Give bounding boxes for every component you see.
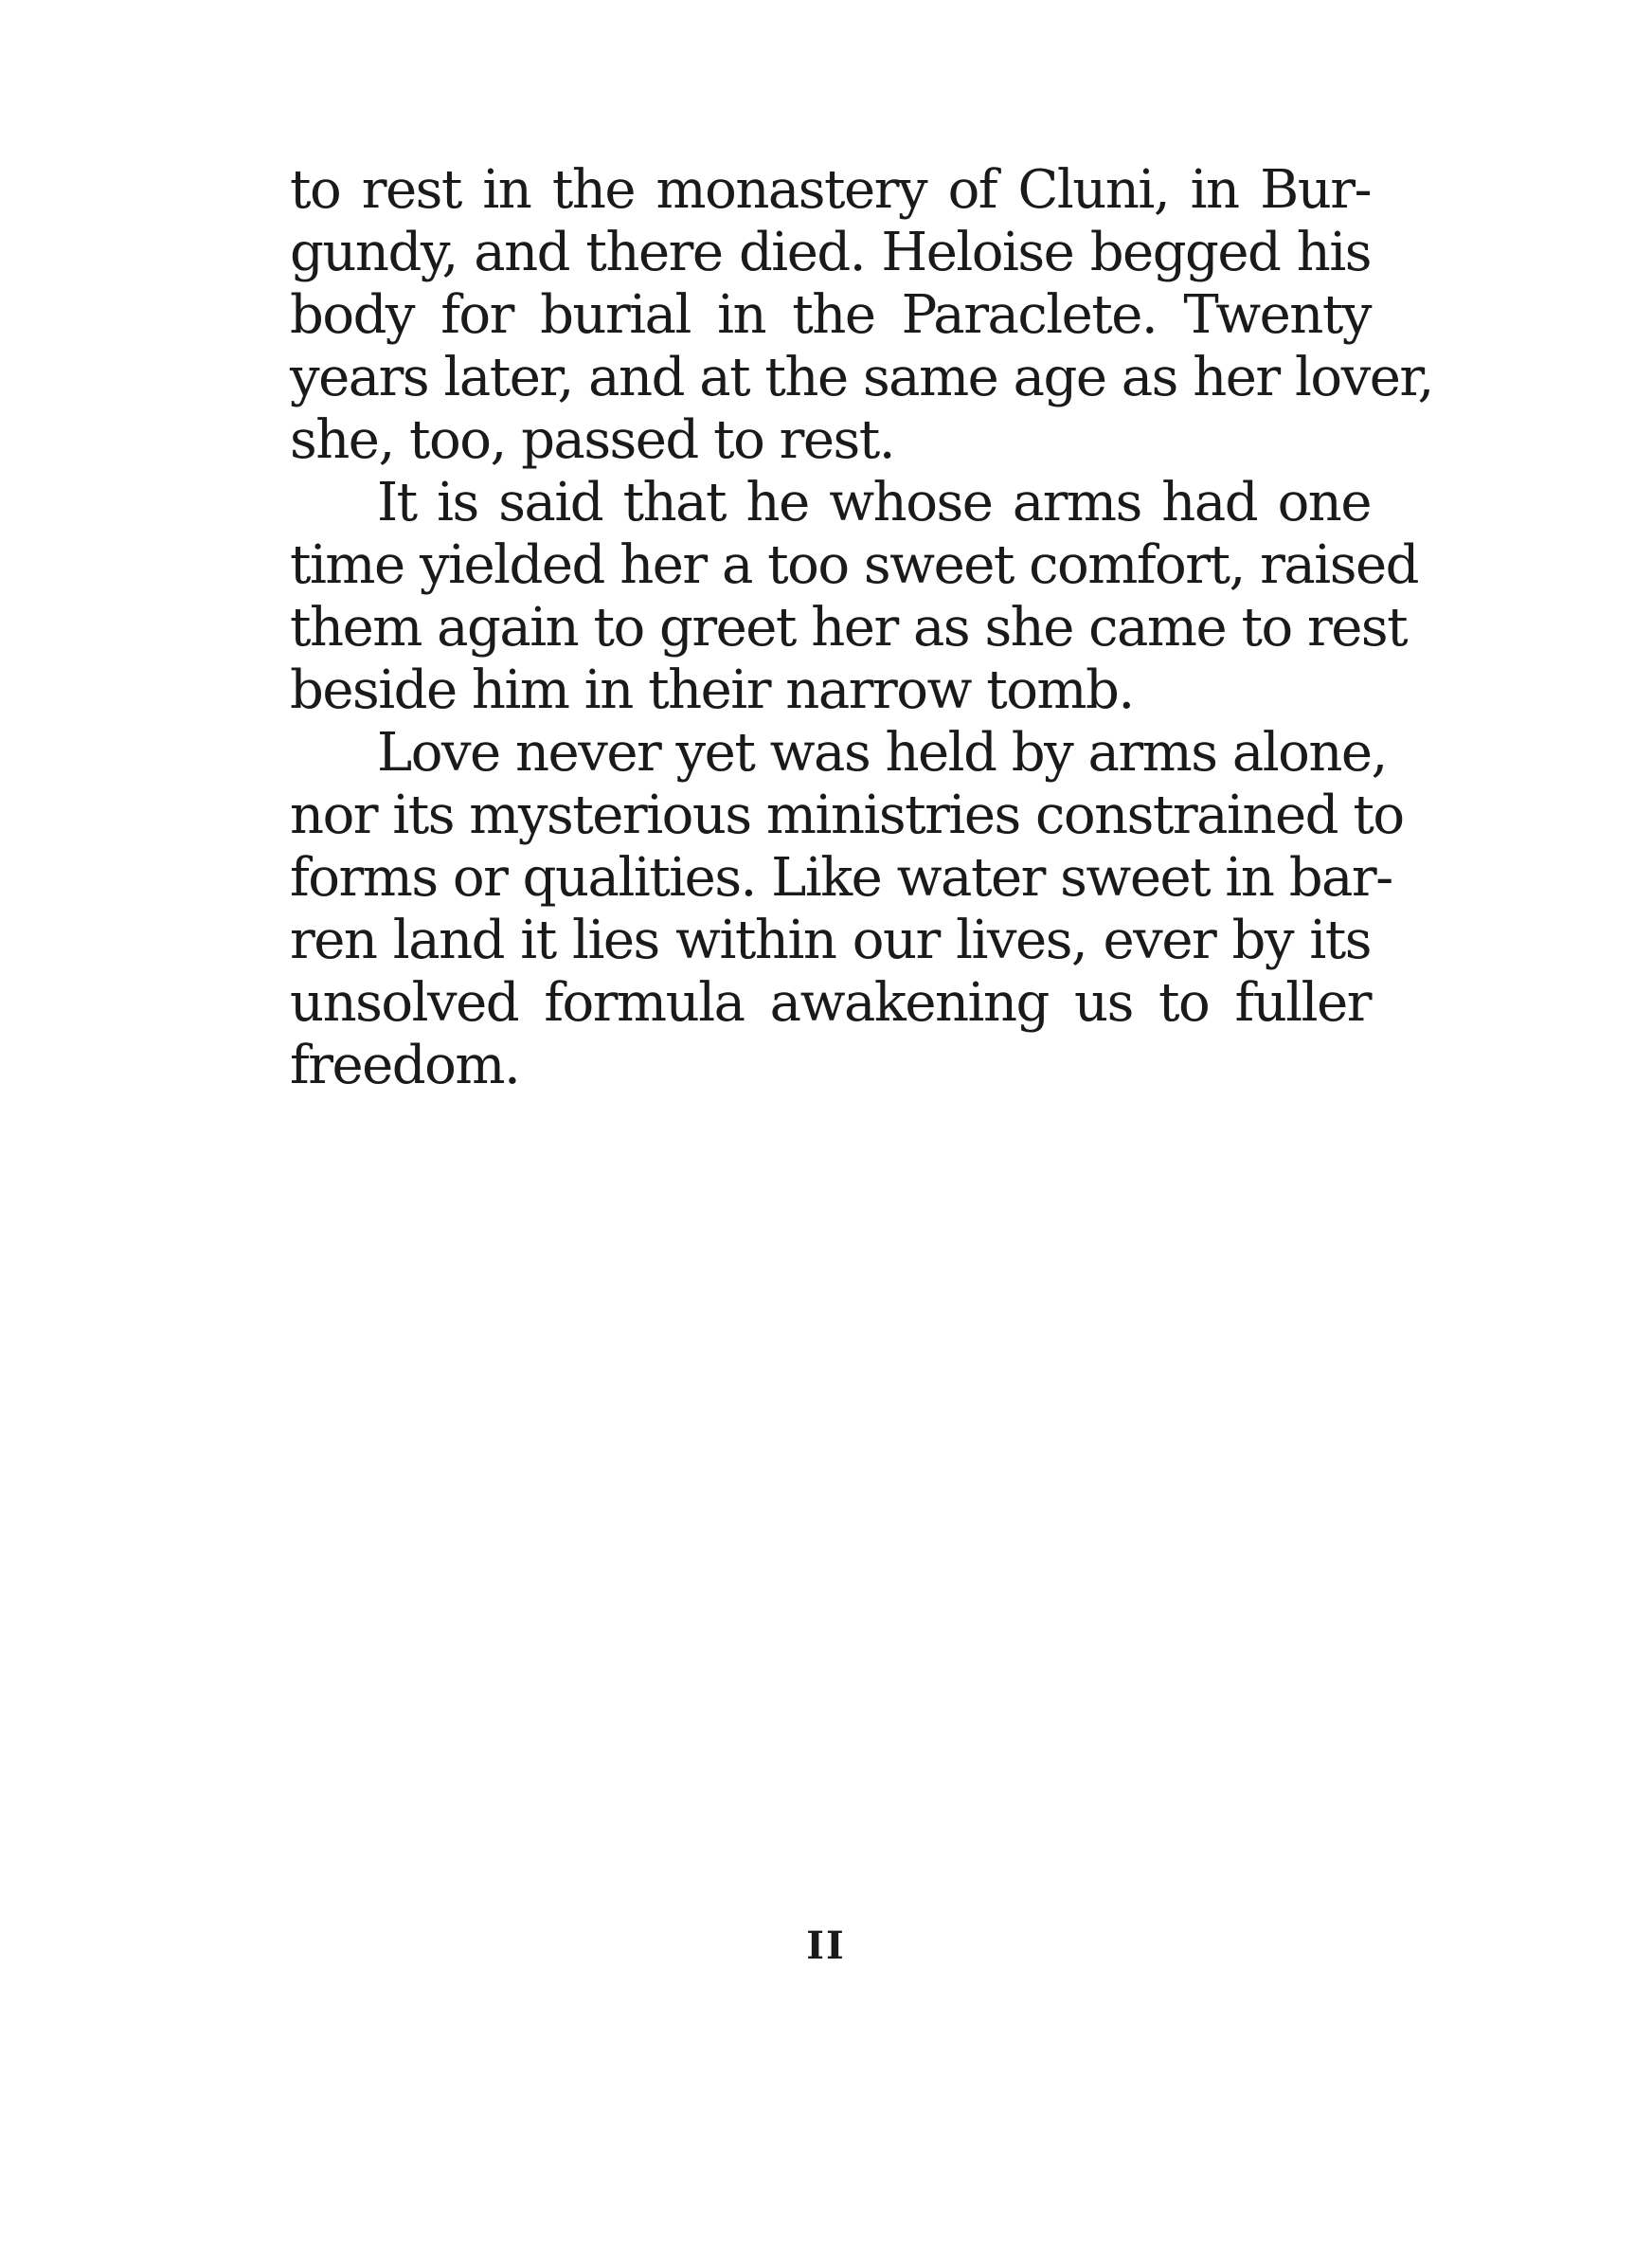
text-line: body for burial in the Paraclete. Twenty <box>290 284 1371 346</box>
body-text <box>290 159 1433 1097</box>
page-number: II <box>806 1923 846 1968</box>
text-line: gundy, and there died. Heloise begged his <box>290 222 1371 283</box>
paragraph <box>290 472 1418 722</box>
text-line: unsolved formula awakening us to fuller <box>290 972 1371 1034</box>
text-line: forms or qualities. Like water sweet in bar- <box>290 847 1392 909</box>
text-line: beside him in their narrow tomb. <box>290 659 1134 721</box>
paragraph <box>290 159 1433 472</box>
text-line: It is said that he whose arms had one <box>377 472 1371 533</box>
text-line: time yielded her a too sweet comfort, raised <box>290 534 1418 596</box>
text-line: Love never yet was held by arms alone, <box>377 722 1387 784</box>
text-line: freedom. <box>290 1035 520 1096</box>
paragraph <box>290 722 1404 1097</box>
text-line: nor its mysterious ministries constrained to <box>290 785 1404 846</box>
text-line: them again to greet her as she came to rest <box>290 597 1408 659</box>
text-line: ren land it lies within our lives, ever by its <box>290 910 1371 971</box>
text-line: she, too, passed to rest. <box>290 409 895 471</box>
text-line: to rest in the monastery of Cluni, in Bur- <box>290 159 1371 221</box>
text-line: years later, and at the same age as her lover, <box>290 347 1433 408</box>
